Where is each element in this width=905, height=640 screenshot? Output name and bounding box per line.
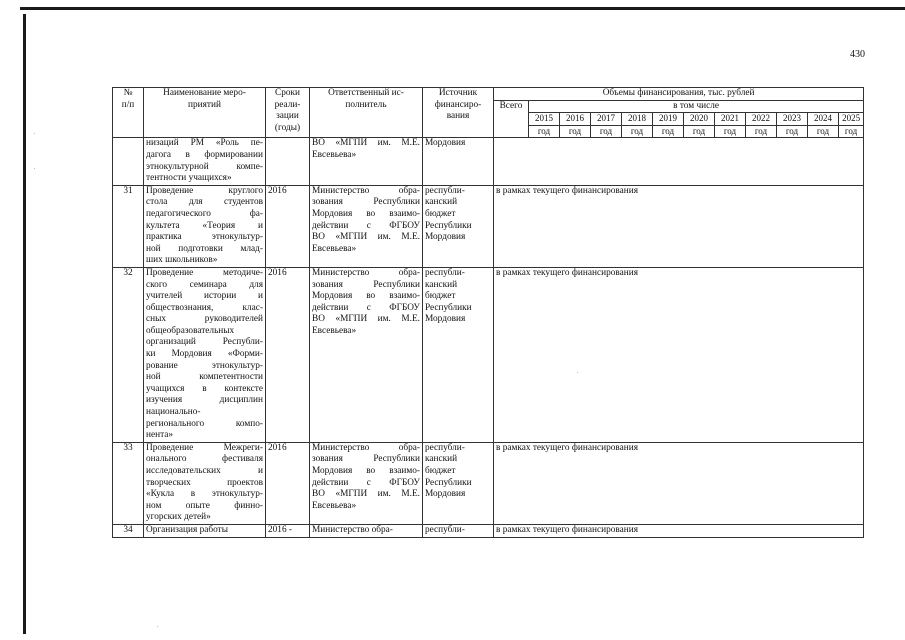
- row-funding: в рамках текущего финансирования: [494, 185, 864, 267]
- resp_lines-line: Министерство обра-: [312, 185, 420, 196]
- page-number: 430: [850, 49, 865, 60]
- table-row: [113, 185, 864, 267]
- header-year-word: год: [653, 125, 684, 138]
- name_lines-line: учителей истории и: [146, 291, 263, 302]
- name_lines-cell: [144, 138, 266, 185]
- table-row: [113, 524, 864, 537]
- name_lines-line: этнокультурной компе-: [146, 161, 263, 172]
- header-including: в том числе: [529, 100, 864, 113]
- header-total: Всего: [494, 100, 529, 138]
- name_lines-cell: [144, 185, 266, 267]
- name_lines-line: ной компетентности: [146, 372, 263, 383]
- source_lines-line: республи-: [425, 524, 465, 535]
- name_lines-cell: [144, 524, 266, 537]
- name_lines-line: учащихся в контексте: [146, 383, 263, 394]
- source_lines-line: бюджет: [425, 208, 456, 219]
- header-year: 2020: [684, 113, 715, 126]
- name_lines-line: Проведение Межреги-: [146, 442, 263, 453]
- header-year: 2024: [808, 113, 839, 126]
- source_lines-cell: [423, 138, 494, 185]
- resp_lines-line: Мордовия во взаимо-: [312, 466, 420, 476]
- name_lines-line: «Кукла в этнокультур-: [146, 489, 263, 500]
- name_lines-line: культета «Теория и: [146, 220, 263, 231]
- name_lines-cell: [144, 442, 266, 524]
- source_lines-line: Республики: [425, 477, 472, 488]
- name_lines-line: рование этнокультур-: [146, 360, 263, 371]
- table-header: [113, 88, 864, 138]
- source_lines-line: Мордовия: [425, 489, 466, 500]
- row-term: [266, 138, 310, 185]
- header-text: Источник: [438, 88, 478, 98]
- resp_lines-line: действии с ФГБОУ: [312, 477, 420, 488]
- scan-speck: [34, 133, 35, 134]
- header-text: полнитель: [345, 99, 387, 110]
- resp_lines-cell: [310, 524, 423, 537]
- header-text: финансиро-: [434, 99, 482, 110]
- scan-speck: [157, 626, 158, 627]
- header-year: 2016: [560, 113, 591, 126]
- source_lines-line: республи-: [425, 267, 465, 278]
- name_lines-line: регионального компо-: [146, 418, 263, 429]
- header-term: [266, 88, 310, 138]
- resp_lines-line: Евсевьева»: [312, 500, 357, 511]
- scan-top-edge: [20, 7, 905, 10]
- source_lines-line: Мордовия: [425, 138, 466, 149]
- header-text: Сроки: [275, 88, 300, 98]
- resp_lines-line: ВО «МГПИ им. М.Е.: [312, 138, 420, 149]
- scan-speck: [577, 372, 578, 373]
- row-number: 32: [113, 267, 144, 442]
- name_lines-line: тентности учащихся»: [146, 173, 232, 184]
- row-number: 31: [113, 185, 144, 267]
- header-year-word: год: [684, 125, 715, 138]
- header-year: 2015: [529, 113, 560, 126]
- header-year: 2017: [591, 113, 622, 126]
- header-year: 2025: [839, 113, 864, 126]
- name_lines-line: онального фестиваля: [146, 454, 263, 465]
- row-number: [113, 138, 144, 185]
- row-term: 2016: [266, 185, 310, 267]
- source_lines-cell: [423, 442, 494, 524]
- header-name: [144, 88, 266, 138]
- row-term: 2016 -: [266, 524, 310, 537]
- table-row: [113, 138, 864, 185]
- name_lines-line: педагогического фа-: [146, 208, 263, 219]
- name_lines-line: исследовательских и: [146, 466, 263, 476]
- name_lines-line: Организация работы: [146, 524, 228, 535]
- name_lines-line: стола для студентов: [146, 197, 263, 208]
- name_lines-line: общеобразовательных: [146, 325, 235, 336]
- name_lines-line: ского семинара для: [146, 279, 263, 290]
- name_lines-line: обществознания, клас-: [146, 302, 263, 313]
- header-volumes: Объемы финансирования, тыс. рублей: [494, 88, 864, 101]
- source_lines-line: Мордовия: [425, 314, 466, 325]
- row-term: 2016: [266, 442, 310, 524]
- name_lines-line: нента»: [146, 430, 174, 441]
- name_lines-line: ших школьников»: [146, 255, 218, 266]
- source_lines-line: республи-: [425, 185, 465, 196]
- resp_lines-line: ВО «МГПИ им. М.Е.: [312, 314, 420, 325]
- source_lines-line: канский: [425, 197, 458, 208]
- header-year-word: год: [560, 125, 591, 138]
- resp_lines-line: действии с ФГБОУ: [312, 220, 420, 231]
- financing-table: [112, 87, 864, 538]
- resp_lines-line: зования Республики: [312, 197, 420, 208]
- header-year-word: год: [808, 125, 839, 138]
- source_lines-line: республи-: [425, 442, 465, 453]
- table-row: [113, 442, 864, 524]
- resp_lines-cell: [310, 138, 423, 185]
- resp_lines-line: Евсевьева»: [312, 149, 357, 160]
- name_lines-line: дагога в формировании: [146, 149, 263, 160]
- resp_lines-line: Министерство обра-: [312, 267, 420, 278]
- row-number: 33: [113, 442, 144, 524]
- resp_lines-line: ВО «МГПИ им. М.Е.: [312, 232, 420, 243]
- resp_lines-line: ВО «МГПИ им. М.Е.: [312, 489, 420, 500]
- header-responsible: [310, 88, 423, 138]
- resp_lines-line: Мордовия во взаимо-: [312, 208, 420, 219]
- header-text: зации: [276, 111, 299, 122]
- row-number: 34: [113, 524, 144, 537]
- resp_lines-line: Евсевьева»: [312, 325, 357, 336]
- row-funding: [494, 138, 864, 185]
- header-text: (годы): [274, 122, 301, 133]
- source_lines-line: Мордовия: [425, 232, 466, 243]
- row-funding: в рамках текущего финансирования: [494, 524, 864, 537]
- header-source: [423, 88, 494, 138]
- source_lines-cell: [423, 185, 494, 267]
- name_lines-line: изучения дисциплин: [146, 395, 263, 406]
- name_lines-line: национально-: [146, 407, 201, 418]
- scan-left-edge: [23, 14, 26, 634]
- resp_lines-line: зования Республики: [312, 454, 420, 465]
- name_lines-line: ном опыте финно-: [146, 500, 263, 511]
- resp_lines-line: Министерство обра-: [312, 442, 420, 453]
- resp_lines-line: действии с ФГБОУ: [312, 302, 420, 313]
- header-text: Ответственный ис-: [328, 88, 404, 98]
- name_lines-line: угорских детей»: [146, 512, 211, 523]
- header-year: 2019: [653, 113, 684, 126]
- source_lines-line: бюджет: [425, 291, 456, 302]
- header-year-word: год: [591, 125, 622, 138]
- source_lines-line: Республики: [425, 302, 472, 313]
- name_lines-line: ной подготовки млад-: [146, 243, 263, 254]
- name_lines-line: Проведение методиче-: [146, 267, 263, 278]
- name_lines-line: практика этнокультур-: [146, 232, 263, 243]
- name_lines-line: ки Мордовия «Форми-: [146, 349, 263, 360]
- source_lines-cell: [423, 524, 494, 537]
- name_lines-line: Проведение круглого: [146, 185, 263, 196]
- source_lines-line: бюджет: [425, 466, 456, 476]
- header-year-word: год: [839, 125, 864, 138]
- source_lines-line: Республики: [425, 220, 472, 231]
- header-text: реали-: [274, 99, 301, 110]
- header-year: 2023: [777, 113, 808, 126]
- header-year: 2021: [715, 113, 746, 126]
- scan-speck: [34, 168, 35, 169]
- header-text: Наименование меро-: [163, 88, 246, 98]
- header-text: приятий: [188, 99, 221, 110]
- resp_lines-cell: [310, 442, 423, 524]
- row-term: 2016: [266, 267, 310, 442]
- header-text: №: [123, 88, 133, 98]
- resp_lines-line: зования Республики: [312, 279, 420, 290]
- resp_lines-line: Евсевьева»: [312, 243, 357, 254]
- name_lines-line: организаций Республи-: [146, 337, 263, 348]
- header-year-word: год: [715, 125, 746, 138]
- row-funding: в рамках текущего финансирования: [494, 267, 864, 442]
- header-year-word: год: [622, 125, 653, 138]
- table-body: [113, 138, 864, 537]
- resp_lines-line: Мордовия во взаимо-: [312, 291, 420, 302]
- table-row: [113, 267, 864, 442]
- name_lines-line: творческих проектов: [146, 477, 263, 488]
- resp_lines-cell: [310, 185, 423, 267]
- source_lines-line: канский: [425, 279, 458, 290]
- name_lines-line: сных руководителей: [146, 314, 263, 325]
- source_lines-cell: [423, 267, 494, 442]
- header-year: 2022: [746, 113, 777, 126]
- header-text: п/п: [121, 99, 135, 110]
- header-year-word: год: [777, 125, 808, 138]
- header-year: 2018: [622, 113, 653, 126]
- header-num: [113, 88, 144, 138]
- name_lines-line: низаций РМ «Роль пе-: [146, 138, 263, 149]
- name_lines-cell: [144, 267, 266, 442]
- header-year-word: год: [746, 125, 777, 138]
- resp_lines-cell: [310, 267, 423, 442]
- header-text: вания: [446, 111, 470, 122]
- source_lines-line: канский: [425, 454, 458, 465]
- header-year-word: год: [529, 125, 560, 138]
- row-funding: в рамках текущего финансирования: [494, 442, 864, 524]
- resp_lines-line: Министерство обра-: [312, 524, 393, 535]
